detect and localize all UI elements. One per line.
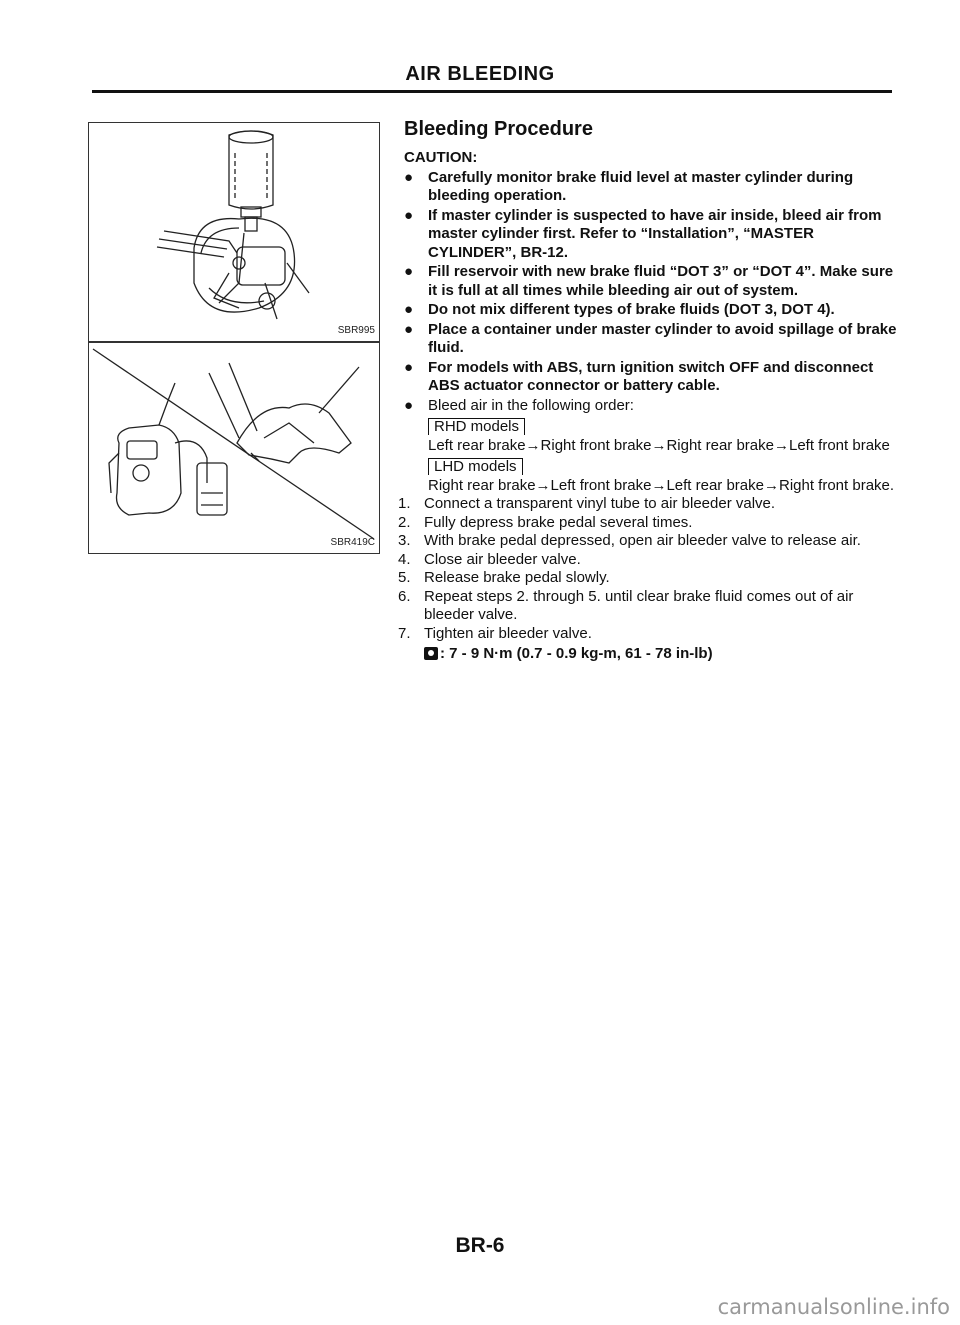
- page-title: AIR BLEEDING: [405, 63, 555, 85]
- step-item: 2. Fully depress brake pedal several times.: [398, 513, 693, 531]
- lhd-order-text: Right rear brake→Left front brake→Left rear brake→Right front brake.: [428, 476, 895, 494]
- caliper-bleeding-illustration: [89, 343, 379, 553]
- step-item: 4. Close air bleeder valve.: [398, 550, 581, 568]
- step-item: 7. Tighten air bleeder valve.: [398, 624, 592, 642]
- step-item: 3. With brake pedal depressed, open air bleeder valve to release air.: [398, 532, 861, 549]
- caution-label: CAUTION:: [404, 149, 478, 166]
- bleeding-procedure-section: [398, 117, 898, 664]
- lhd-models-tag: LHD models: [428, 458, 523, 475]
- caution-item: ● Place a container under master cylinder to avoid spillage of brake fluid.: [404, 320, 897, 356]
- torque-spec: : 7 - 9 N·m (0.7 - 0.9 kg-m, 61 - 78 in-lb): [398, 645, 898, 664]
- header-rule: [92, 90, 892, 93]
- caution-item: ● Carefully monitor brake fluid level at master cylinder during bleeding operation.: [404, 168, 854, 204]
- caution-item: ● Do not mix different types of brake fluids (DOT 3, DOT 4).: [404, 301, 835, 318]
- torque-wrench-icon: [424, 647, 438, 660]
- rhd-order-block: [428, 415, 898, 495]
- step-item: 6. Repeat steps 2. through 5. until clear brake fluid comes out of air bleeder valve.: [398, 587, 854, 623]
- step-item: 1. Connect a transparent vinyl tube to air bleeder valve.: [398, 495, 776, 512]
- section-title: Bleeding Procedure: [404, 118, 593, 140]
- caution-item: ● If master cylinder is suspected to have air inside, bleed air from master cylinder first. Refer to “Installation”, “MASTER CYLINDER”, BR-12.: [404, 206, 882, 261]
- figure-code: SBR419C: [330, 537, 375, 548]
- bleed-order-intro: ● Bleed air in the following order:: [404, 396, 634, 414]
- step-item: 5. Release brake pedal slowly.: [398, 569, 610, 586]
- figure-caliper-bleeding: [88, 342, 380, 554]
- figure-master-cylinder: [88, 122, 380, 342]
- rhd-order-text: Left rear brake→Right front brake→Right rear brake→Left front brake: [428, 436, 890, 454]
- watermark: carmanualsonline.info: [717, 1295, 950, 1319]
- master-cylinder-illustration: [89, 123, 379, 341]
- figure-code: SBR995: [337, 325, 375, 336]
- caution-item: ● For models with ABS, turn ignition switch OFF and disconnect ABS actuator connector or battery cable.: [404, 358, 874, 394]
- rhd-models-tag: RHD models: [428, 418, 525, 435]
- page-number: BR-6: [455, 1234, 505, 1257]
- caution-item: ● Fill reservoir with new brake fluid “DOT 3” or “DOT 4”. Make sure it is full at all times while bleeding air out of system.: [404, 263, 894, 299]
